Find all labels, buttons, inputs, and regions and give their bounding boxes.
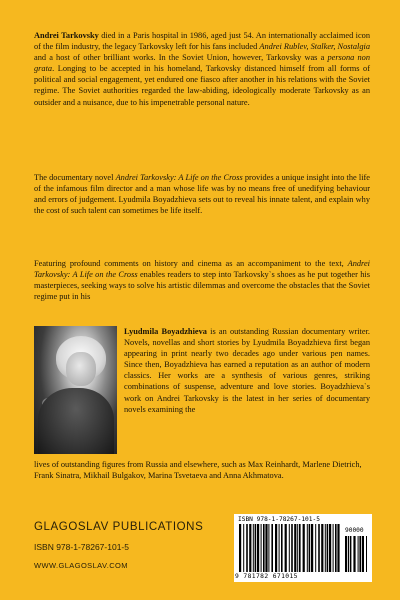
barcode-bar (333, 524, 334, 572)
barcode-bar (325, 524, 326, 572)
blurb-text: enables readers to step into Tarkovsky`s shoes as he put together his masterpieces, seeking ways to solve his artistic dilemmas and overcome the obstacles that the Soviet regime put in his (34, 270, 370, 302)
isbn-text: ISBN 978-1-78267-101-5 (34, 542, 129, 552)
blurb-paragraph-3 (34, 258, 370, 302)
barcode-bar (246, 524, 248, 572)
blurb-text: died in a Paris hospital in 1986, aged just 54. An internationally acclaimed icon of the film industry, the legacy Tarkovsky left for his fans included (34, 31, 370, 52)
blurb-paragraph-2 (34, 172, 370, 216)
author-shoulders (38, 388, 114, 454)
barcode-bar (289, 524, 290, 572)
barcode-bar (294, 524, 296, 572)
blurb-text: provides a unique insight into the life of the infamous film director and a man whose life was by no means free of unedifying behaviour and errors of judgement. Lyudmila Boyadzhieva sets out to reveal his innate talent, and explain why the cost of such talent can sometimes be life itself. (34, 173, 371, 216)
blurb-paragraph-3-clip (34, 258, 370, 304)
barcode-bar (275, 524, 277, 572)
barcode-bar (249, 524, 251, 572)
price-barcode-bars (344, 536, 368, 572)
barcode-bar (335, 524, 337, 572)
barcode-bar (309, 524, 311, 572)
barcode-bar (307, 524, 308, 572)
barcode-digits: 9 781782 671015 (235, 573, 298, 580)
blurb-text: . Longing to be accepted in his homeland, Tarkovsky distanced himself from all forms of political and social engagement, yet endured one fiasco after another in his relations with the Soviet regime. The Soviet authorities regarded the law-abiding, ideologically moderate Tarkovsky as an outsider and a nuisance, due to his impenetrable personal nature. (34, 64, 370, 107)
barcode-bar (239, 524, 241, 572)
barcode-price-code: 90000 (345, 527, 364, 534)
barcode (234, 514, 372, 582)
barcode-bar (366, 536, 367, 572)
barcode-bar (299, 524, 301, 572)
barcode-bar (261, 524, 262, 572)
blurb-text: The documentary novel (34, 173, 116, 182)
barcode-bar (263, 524, 265, 572)
barcode-bar (353, 536, 355, 572)
barcode-bar (265, 524, 267, 572)
ean-barcode-bars (238, 524, 340, 572)
author-name: Lyudmila Boyadzhieva (124, 327, 207, 336)
book-title: Andrei Tarkovsky: A Life on the Cross (34, 259, 370, 280)
barcode-bar (268, 524, 269, 572)
barcode-bar (348, 536, 349, 572)
barcode-bar (358, 536, 359, 572)
author-photo (34, 326, 117, 454)
barcode-bar (337, 524, 339, 572)
author-bio-continued: lives of outstanding figures from Russia and elsewhere, such as Max Reinhardt, Marlene Dietrich, Frank Sinatra, Mikhail Bulgakov, Marina Tsvetaeva and Anna Akhmatova. (34, 460, 362, 481)
barcode-bar (257, 524, 259, 572)
subject-name: Andrei Tarkovsky (34, 31, 99, 40)
author-face (66, 352, 96, 386)
author-bio (124, 326, 370, 415)
barcode-bar (345, 536, 347, 572)
blurb-text: and a host of other brilliant works. In the Soviet Union, however, Tarkovsky was a (34, 53, 328, 63)
barcode-bar (285, 524, 287, 572)
barcode-bar (327, 524, 329, 572)
author-bio-text: is an outstanding Russian documentary writer. Novels, novellas and short stories by Lyudmila Boyadzhieva first began appearing in print nearly two decades ago under various pen names. Since then, Boyadzhieva has earned a reputation as an author of modern classics. Her works are a synthesis of various genres, striking combinations of suspense, adventure and love stories. Boyadzhieva`s work on Andrei Tarkovsky is the latest in her series of documentary novels examining the (124, 327, 370, 414)
book-title: Andrei Tarkovsky: A Life on the Cross (115, 173, 243, 182)
publisher-website: WWW.GLAGOSLAV.COM (34, 561, 128, 570)
film-titles: Andrei Rublev, Stalker, Nostalgia (259, 42, 370, 52)
blurb-text: Featuring profound comments on history and cinema as an accompaniment to the text, (34, 259, 348, 268)
barcode-bar (311, 524, 313, 572)
barcode-bar (291, 524, 293, 572)
barcode-bar (297, 524, 298, 572)
barcode-bar (253, 524, 254, 572)
barcode-bar (329, 524, 331, 572)
barcode-bar (321, 524, 323, 572)
barcode-bar (359, 536, 361, 572)
barcode-bar (271, 524, 273, 572)
publisher-name: GLAGOSLAV PUBLICATIONS (34, 521, 204, 533)
barcode-bar (362, 536, 364, 572)
barcode-bar (279, 524, 280, 572)
barcode-bar (281, 524, 283, 572)
barcode-bar (243, 524, 244, 572)
blurb-paragraph-1 (34, 30, 370, 108)
barcode-bar (315, 524, 316, 572)
barcode-isbn-label: ISBN 978-1-78267-101-5 (238, 516, 320, 523)
barcode-bar (303, 524, 305, 572)
barcode-bar (350, 536, 352, 572)
barcode-bar (318, 524, 320, 572)
barcode-bar (255, 524, 257, 572)
persona-non-grata: persona non grata (34, 53, 370, 74)
